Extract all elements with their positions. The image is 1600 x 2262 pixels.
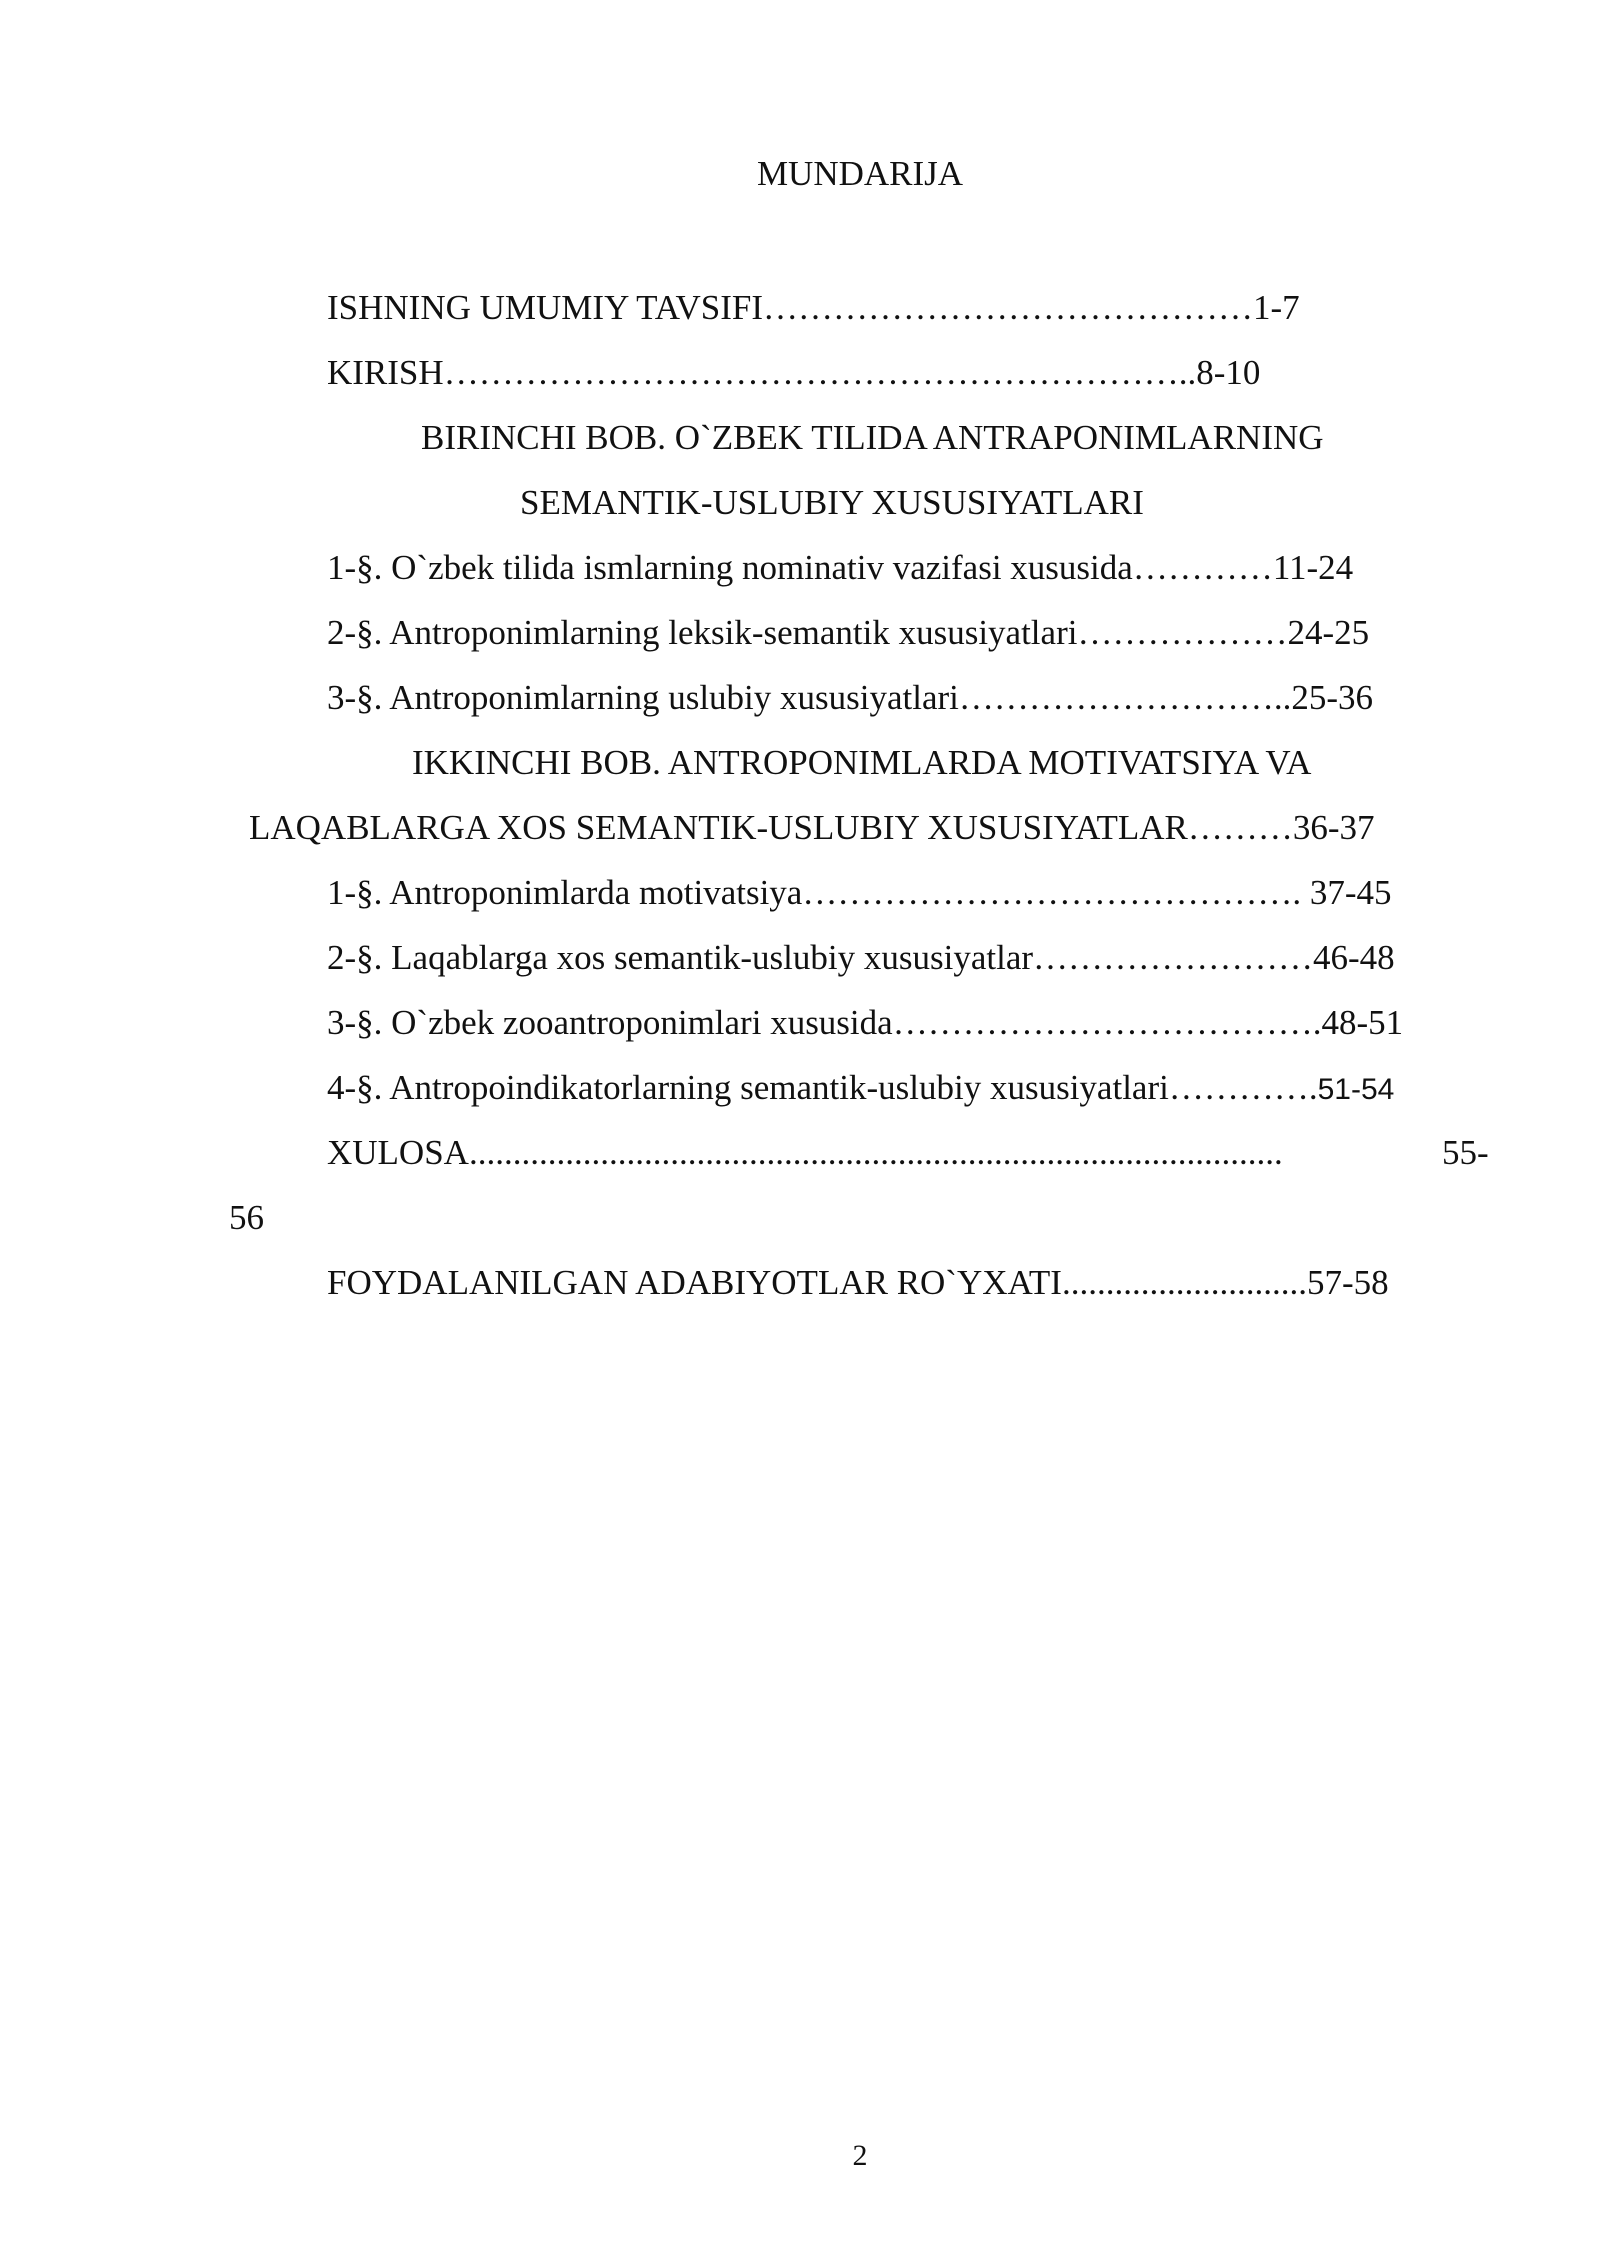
toc-entry-leader: ……………… — [1077, 613, 1288, 652]
toc-entry-label: XULOSA — [327, 1133, 469, 1172]
toc-entry-chapter2[interactable] — [249, 806, 1375, 850]
chapter1-heading-line2: SEMANTIK-USLUBIY XUSUSIYATLARI — [520, 483, 1144, 522]
toc-entry-pages-continued: 56 — [229, 1198, 264, 1237]
toc-entry-leader: ……… — [1187, 808, 1293, 847]
toc-entry-leader: ……………………….. — [958, 678, 1292, 717]
toc-entry-label: KIRISH — [327, 353, 444, 392]
toc-entry-ch1-sec2[interactable] — [327, 611, 1369, 655]
page-number: 2 — [852, 2139, 868, 2172]
toc-entry-label: 3-§. O`zbek zooantroponimlari xususida — [327, 1003, 893, 1042]
toc-entry-ch1-sec3[interactable] — [327, 676, 1373, 720]
toc-entry-pages: 8-10 — [1196, 353, 1261, 392]
toc-entry-label: 2-§. Antroponimlarning leksik-semantik xususiyatlari — [327, 613, 1078, 652]
toc-entry-pages: 11-24 — [1272, 548, 1354, 587]
toc-entry-label: 3-§. Antroponimlarning uslubiy xususiyatlari — [327, 678, 959, 717]
toc-entry-pages: 55- — [1442, 1133, 1489, 1172]
toc-entry-pages: 46-48 — [1313, 938, 1395, 977]
toc-entry-pages: 51-54 — [1317, 1073, 1395, 1106]
toc-entry-leader: …………………………………… — [763, 288, 1254, 327]
toc-entry-leader: …………. — [1168, 1068, 1318, 1107]
toc-entry-leader: ............................................................................................. — [468, 1133, 1283, 1172]
toc-entry-intro[interactable] — [327, 351, 1260, 395]
toc-entry-pages: 57-58 — [1306, 1263, 1389, 1302]
toc-entry-pages: 36-37 — [1292, 808, 1375, 847]
toc-entry-label: 1-§. O`zbek tilida ismlarning nominativ vazifasi xususida — [327, 548, 1133, 587]
toc-entry-general[interactable] — [327, 286, 1300, 330]
toc-entry-references[interactable] — [327, 1261, 1389, 1305]
toc-entry-conclusion[interactable] — [327, 1131, 1283, 1175]
toc-entry-leader: ............................ — [1061, 1263, 1307, 1302]
toc-entry-leader: ……………………………………………………….. — [443, 353, 1197, 392]
toc-entry-pages: 37-45 — [1309, 873, 1392, 912]
toc-entry-label: 2-§. Laqablarga xos semantik-uslubiy xususiyatlar — [327, 938, 1034, 977]
toc-entry-leader: ………………………………. — [892, 1003, 1322, 1042]
toc-entry-pages: 1-7 — [1253, 288, 1300, 327]
toc-entry-leader: ………… — [1132, 548, 1273, 587]
chapter1-heading-line1: BIRINCHI BOB. O`ZBEK TILIDA ANTRAPONIMLARNING — [421, 418, 1324, 457]
toc-entry-ch1-sec1[interactable] — [327, 546, 1353, 590]
page-title: MUNDARIJA — [756, 154, 964, 193]
toc-entry-label: FOYDALANILGAN ADABIYOTLAR RO`YXATI — [327, 1263, 1062, 1302]
toc-entry-pages: 48-51 — [1321, 1003, 1404, 1042]
chapter2-heading-line2: LAQABLARGA XOS SEMANTIK-USLUBIY XUSUSIYATLAR — [249, 808, 1188, 847]
toc-entry-label: 1-§. Antroponimlarda motivatsiya — [327, 873, 803, 912]
toc-entry-pages: 25-36 — [1291, 678, 1374, 717]
toc-entry-leader: ……………………………………. — [802, 873, 1310, 912]
toc-entry-leader: …………………… — [1033, 938, 1314, 977]
toc-entry-label: 4-§. Antropoindikatorlarning semantik-uslubiy xususiyatlari — [327, 1068, 1169, 1107]
toc-entry-ch2-sec2[interactable] — [327, 936, 1395, 980]
toc-entry-ch2-sec3[interactable] — [327, 1001, 1403, 1045]
toc-entry-pages: 24-25 — [1287, 613, 1370, 652]
toc-entry-label: ISHNING UMUMIY TAVSIFI — [327, 288, 764, 327]
toc-entry-ch2-sec4[interactable] — [327, 1066, 1394, 1112]
toc-entry-ch2-sec1[interactable] — [327, 871, 1392, 915]
chapter2-heading-line1: IKKINCHI BOB. ANTROPONIMLARDA MOTIVATSIYA VA — [412, 743, 1312, 782]
